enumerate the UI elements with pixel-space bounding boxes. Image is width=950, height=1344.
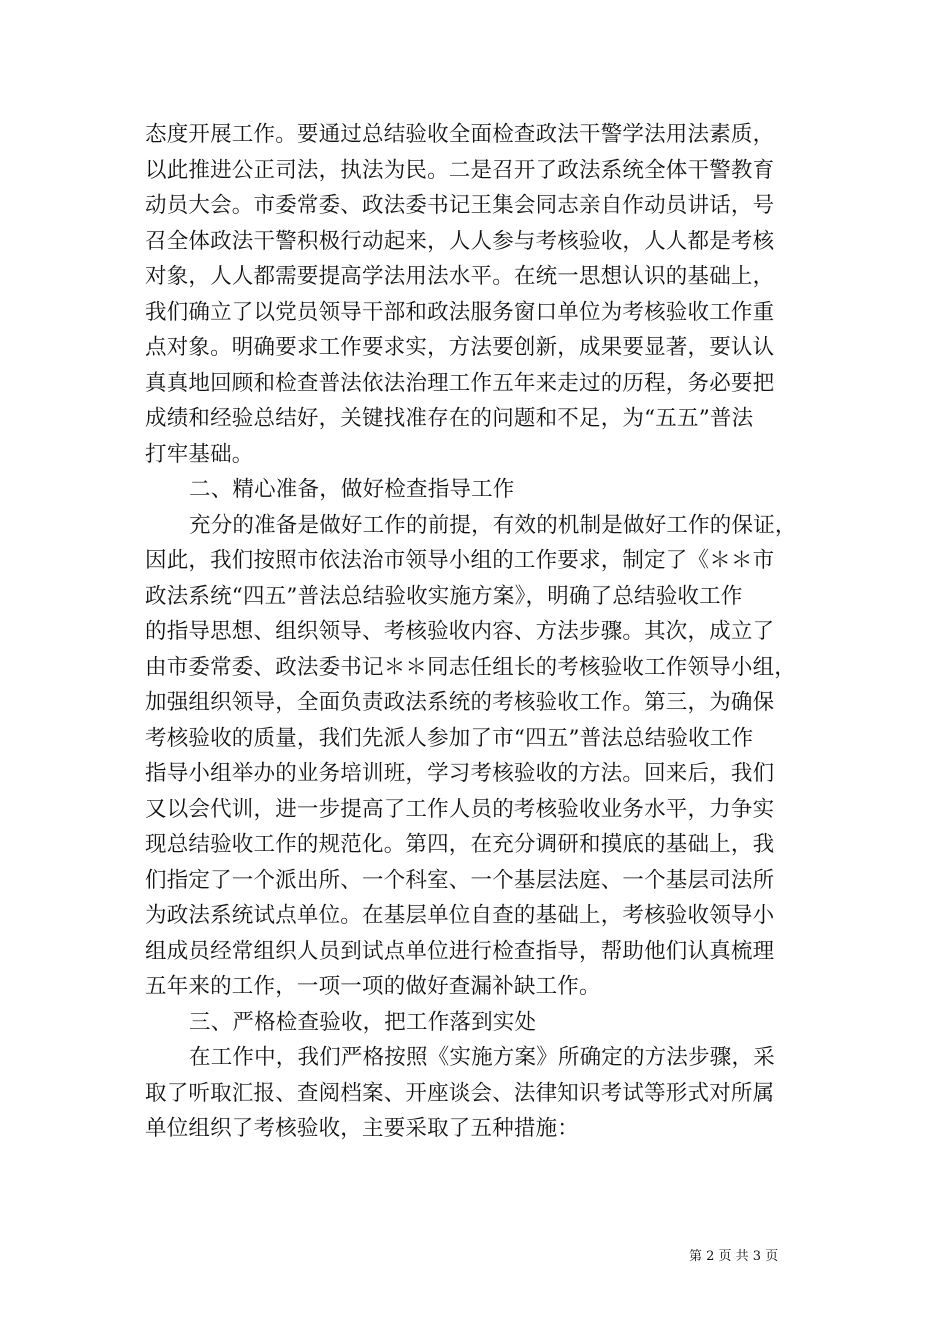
text-line: 指导小组举办的业务培训班，学习考核验收的方法。回来后，我们 bbox=[145, 761, 775, 786]
text-line: 我们确立了以党员领导干部和政法服务窗口单位为考核验收工作重 bbox=[145, 299, 775, 325]
text-line: 以此推进公正司法，执法为民。二是召开了政法系统全体干警教育 bbox=[145, 157, 775, 183]
text-line: 取了听取汇报、查阅档案、开座谈会、法律知识考试等形式对所属 bbox=[145, 1080, 775, 1106]
text-line: 真真地回顾和检查普法依法治理工作五年来走过的历程，务必要把 bbox=[145, 370, 775, 396]
text-line: 组成员经常组织人员到试点单位进行检查指导，帮助他们认真梳理 bbox=[145, 938, 775, 964]
document-body bbox=[145, 117, 810, 1147]
text-line: 在工作中，我们严格按照《实施方案》所确定的方法步骤，采 bbox=[189, 1045, 775, 1070]
page-number: 第 2 页 共 3 页 bbox=[689, 1249, 779, 1264]
text-line: 又以会代训，进一步提高了工作人员的考核验收业务水平，力争实 bbox=[145, 796, 775, 822]
text-line: 态度开展工作。要通过总结验收全面检查政法干警学法用法素质， bbox=[145, 122, 775, 147]
text-line: 三、严格检查验收，把工作落到实处 bbox=[189, 1009, 537, 1035]
text-line: 二、精心准备，做好检查指导工作 bbox=[189, 477, 515, 502]
text-line: 的指导思想、组织领导、考核验收内容、方法步骤。其次，成立了 bbox=[145, 619, 775, 644]
text-line: 单位组织了考核验收，主要采取了五种措施： bbox=[145, 1116, 580, 1141]
text-line: 考核验收的质量，我们先派人参加了市“四五”普法总结验收工作 bbox=[145, 725, 754, 751]
text-line: 动员大会。市委常委、政法委书记王集会同志亲自作动员讲话，号 bbox=[145, 193, 775, 218]
text-line: 们指定了一个派出所、一个科室、一个基层法庭、一个基层司法所 bbox=[145, 867, 775, 893]
text-line: 对象，人人都需要提高学法用法水平。在统一思想认识的基础上， bbox=[145, 264, 775, 289]
text-line: 点对象。明确要求工作要求实，方法要创新，成果要显著，要认认 bbox=[145, 335, 775, 360]
text-line: 因此，我们按照市依法治市领导小组的工作要求，制定了《＊＊市 bbox=[145, 548, 775, 573]
text-line: 充分的准备是做好工作的前提，有效的机制是做好工作的保证， bbox=[189, 512, 797, 538]
text-line: 打牢基础。 bbox=[145, 441, 254, 467]
text-line: 由市委常委、政法委书记＊＊同志任组长的考核验收工作领导小组， bbox=[145, 654, 797, 680]
text-line: 召全体政法干警积极行动起来，人人参与考核验收，人人都是考核 bbox=[145, 228, 775, 254]
text-line: 五年来的工作，一项一项的做好查漏补缺工作。 bbox=[145, 974, 601, 999]
text-line: 为政法系统试点单位。在基层单位自查的基础上，考核验收领导小 bbox=[145, 903, 775, 928]
text-line: 现总结验收工作的规范化。第四，在充分调研和摸底的基础上，我 bbox=[145, 832, 775, 857]
text-line: 政法系统“四五”普法总结验收实施方案》，明确了总结验收工作 bbox=[145, 583, 743, 609]
text-line: 成绩和经验总结好，关键找准存在的问题和不足，为“五五”普法 bbox=[145, 406, 754, 431]
text-line: 加强组织领导，全面负责政法系统的考核验收工作。第三，为确保 bbox=[145, 690, 775, 715]
